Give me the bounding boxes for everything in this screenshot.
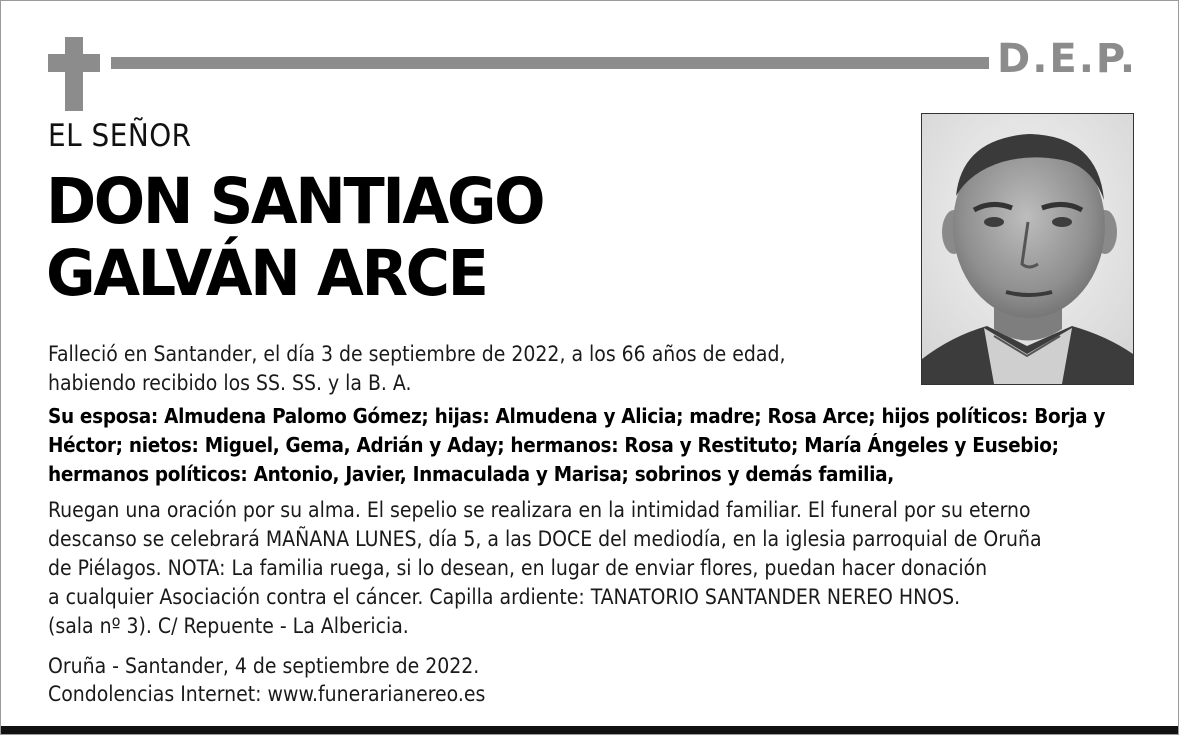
- name-line-1: DON SANTIAGO: [46, 165, 544, 238]
- portrait-photo: [921, 113, 1134, 385]
- condolences-link: Condolencias Internet: www.funerarianereo.es: [48, 682, 486, 706]
- family-line-1: Su esposa: Almudena Palomo Gómez; hijas: Almudena y Alicia; madre; Rosa Arce; hijos políticos: Borja y: [48, 404, 1106, 428]
- deceased-name: [46, 166, 543, 310]
- service-line-2: descanso se celebrará MAÑANA LUNES, día 5, a las DOCE del mediodía, en la iglesia parroquial de Oruña: [48, 527, 1042, 551]
- service-line-4: a cualquier Asociación contra el cáncer. Capilla ardiente: TANATORIO SANTANDER NEREO HNOS.: [48, 585, 961, 609]
- place-date: Oruña - Santander, 4 de septiembre de 2022.: [48, 654, 480, 678]
- death-notice: [48, 340, 908, 398]
- bottom-rule: [1, 726, 1178, 734]
- header-rule: [111, 57, 989, 69]
- service-line-3: de Piélagos. NOTA: La familia ruega, si lo desean, en lugar de enviar flores, puedan hacer donación: [48, 556, 988, 580]
- family-line-3: hermanos políticos: Antonio, Javier, Inmaculada y Marisa; sobrinos y demás familia,: [48, 462, 894, 486]
- family-line-2: Héctor; nietos: Miguel, Gema, Adrián y Aday; hermanos: Rosa y Restituto; María Ángeles y Eusebio;: [48, 433, 1059, 457]
- dep-mark: D.E.P.: [997, 36, 1138, 82]
- death-notice-line-1: Falleció en Santander, el día 3 de septiembre de 2022, a los 66 años de edad,: [48, 342, 786, 366]
- honorific: EL SEÑOR: [48, 118, 192, 154]
- service-line-5: (sala nº 3). C/ Repuente - La Albericia.: [48, 614, 409, 638]
- service-line-1: Ruegan una oración por su alma. El sepelio se realizara en la intimidad familiar. El funeral por su eterno: [48, 498, 1031, 522]
- cross-icon: [48, 37, 100, 111]
- death-notice-line-2: habiendo recibido los SS. SS. y la B. A.: [48, 371, 412, 395]
- name-line-2: GALVÁN ARCE: [46, 237, 487, 310]
- footer: [48, 652, 748, 708]
- family-list: [48, 402, 1108, 489]
- service-info: [48, 496, 1128, 641]
